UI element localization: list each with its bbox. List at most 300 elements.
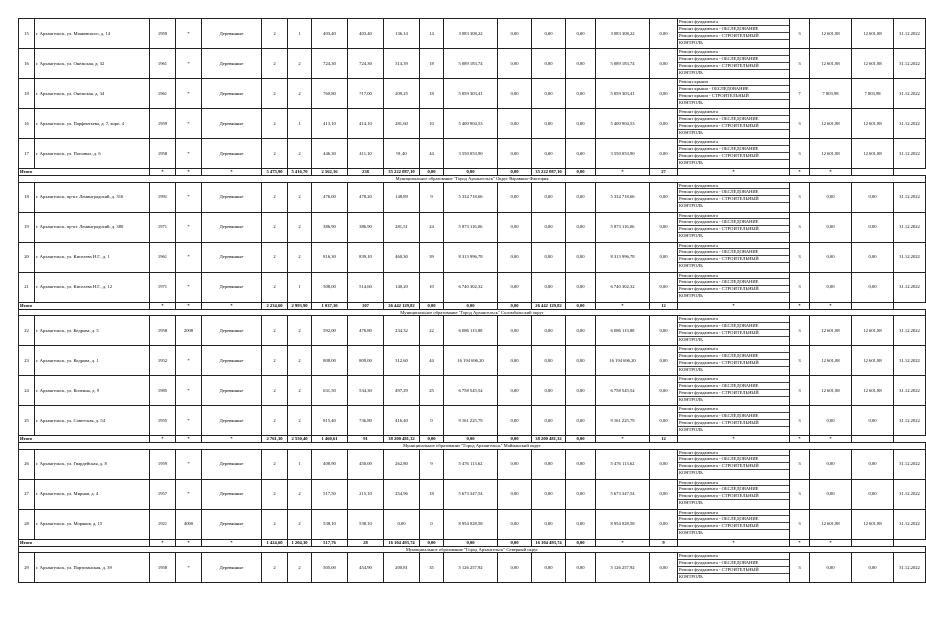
cell-addr: г. Архангельск, ул. Парфентьева, д. 7, корп. 4 bbox=[35, 109, 150, 139]
cell-num: 16 bbox=[19, 109, 35, 139]
cell-entrances: 2 bbox=[288, 49, 312, 79]
funding-line: КОНТРОЛЬ bbox=[679, 69, 703, 75]
cell-area3: 140,20 bbox=[384, 272, 420, 302]
cell-c5: 0,00 bbox=[650, 79, 678, 109]
cell-entrances: 2 bbox=[288, 376, 312, 406]
table-row bbox=[19, 272, 926, 302]
cell-funding bbox=[678, 19, 790, 49]
funding-line: Ремонт фундамента - ОБСЛЕДОВАНИЕ bbox=[678, 383, 789, 390]
funding-line: Ремонт фундамента - ОБСЛЕДОВАНИЕ bbox=[678, 279, 789, 286]
cell-v1: 0,00 bbox=[810, 212, 852, 242]
total-cell: 2 993,90 bbox=[288, 302, 312, 309]
cell-c4: 5 126 257,92 bbox=[596, 553, 650, 583]
total-cell: 2 761,30 bbox=[262, 436, 288, 443]
table-row bbox=[19, 139, 926, 169]
total-cell: 0,00 bbox=[420, 436, 444, 443]
cell-v2: 7 803,98 bbox=[852, 79, 894, 109]
total-cell: 0,00 bbox=[444, 436, 498, 443]
funding-line: Ремонт фундамента - СТРОИТЕЛЬНЫЙ bbox=[678, 493, 789, 500]
funding-line: КОНТРОЛЬ bbox=[679, 366, 703, 372]
cell-c1: 0,00 bbox=[498, 79, 532, 109]
cell-c4: 5 089 183,74 bbox=[596, 49, 650, 79]
total-cell: * bbox=[810, 302, 852, 309]
cell-material: Деревянные bbox=[202, 139, 262, 169]
cell-c1: 0,00 bbox=[498, 479, 532, 509]
cell-year2: * bbox=[176, 449, 202, 479]
cell-addr: г. Архангельск, пр-кт. Ленинградский, д. 380 bbox=[35, 212, 150, 242]
cell-year2: * bbox=[176, 79, 202, 109]
total-cell: * bbox=[202, 302, 262, 309]
cell-c3: 0,00 bbox=[566, 346, 596, 376]
funding-line: КОНТРОЛЬ bbox=[679, 426, 703, 432]
funding-line: Ремонт фундамента - ОБСЛЕДОВАНИЕ bbox=[678, 456, 789, 463]
cell-n: 3 bbox=[790, 316, 810, 346]
cell-c1: 0,00 bbox=[498, 406, 532, 436]
cell-floors: 2 bbox=[262, 272, 288, 302]
funding-line: Ремонт фундамента - ОБСЛЕДОВАНИЕ bbox=[678, 249, 789, 256]
cell-residents: 44 bbox=[420, 346, 444, 376]
cell-entrances: 2 bbox=[288, 242, 312, 272]
total-cell: * bbox=[202, 539, 262, 546]
total-cell: * bbox=[596, 539, 650, 546]
total-cell: 1 460,61 bbox=[312, 436, 348, 443]
table-row bbox=[19, 182, 926, 212]
cell-v2: 12 601,88 bbox=[852, 19, 894, 49]
cell-material: Деревянные bbox=[202, 449, 262, 479]
cell-entrances: 2 bbox=[288, 212, 312, 242]
cell-year2: * bbox=[176, 49, 202, 79]
total-cell: 517,76 bbox=[312, 539, 348, 546]
funding-line: КОНТРОЛЬ bbox=[679, 159, 703, 165]
cell-year1: 1957 bbox=[150, 479, 176, 509]
cell-funding bbox=[678, 242, 790, 272]
total-row bbox=[19, 169, 926, 176]
cell-c4: 8 954 028,58 bbox=[596, 509, 650, 539]
cell-material: Деревянные bbox=[202, 479, 262, 509]
cell-c4: 16 194 696,20 bbox=[596, 346, 650, 376]
cell-area2: 717,00 bbox=[348, 79, 384, 109]
total-cell: 26 442 129,82 bbox=[384, 302, 420, 309]
cell-c5: 0,00 bbox=[650, 346, 678, 376]
cell-date: 31.12.2022 bbox=[894, 212, 926, 242]
cell-c2: 0,00 bbox=[532, 182, 566, 212]
total-cell: 38 200 481,32 bbox=[532, 436, 566, 443]
total-cell bbox=[852, 539, 894, 546]
cell-year1: 1991 bbox=[150, 182, 176, 212]
funding-line: Ремонт крыши - СТРОИТЕЛЬНЫЙ bbox=[678, 93, 789, 100]
cell-area2: 534,30 bbox=[348, 376, 384, 406]
funding-line: Ремонт фундамента - ОБСЛЕДОВАНИЕ bbox=[678, 116, 789, 123]
cell-c5: 0,00 bbox=[650, 509, 678, 539]
cell-num: 19 bbox=[19, 212, 35, 242]
cell-funding bbox=[678, 212, 790, 242]
cell-n: 7 bbox=[790, 79, 810, 109]
funding-line: Ремонт фундамента - ОБСЛЕДОВАНИЕ bbox=[678, 219, 789, 226]
cell-c2: 0,00 bbox=[532, 139, 566, 169]
cell-v1: 7 803,98 bbox=[810, 79, 852, 109]
cell-date: 31.12.2022 bbox=[894, 406, 926, 436]
cell-funding bbox=[678, 406, 790, 436]
total-row bbox=[19, 539, 926, 546]
table-row bbox=[19, 479, 926, 509]
cell-residents: 0 bbox=[420, 509, 444, 539]
total-cell: 0,00 bbox=[566, 302, 596, 309]
table-row bbox=[19, 212, 926, 242]
cell-cost: 6 086 113,88 bbox=[444, 316, 498, 346]
cell-area2: 386,90 bbox=[348, 212, 384, 242]
cell-year1: 1959 bbox=[150, 449, 176, 479]
cell-entrances: 2 bbox=[288, 139, 312, 169]
total-cell: 0,00 bbox=[444, 302, 498, 309]
cell-n: 3 bbox=[790, 376, 810, 406]
cell-entrances: 2 bbox=[288, 79, 312, 109]
cell-entrances: 2 bbox=[288, 479, 312, 509]
cell-c2: 0,00 bbox=[532, 509, 566, 539]
table-row bbox=[19, 346, 926, 376]
cell-cost: 8 954 028,58 bbox=[444, 509, 498, 539]
total-cell: * bbox=[790, 436, 810, 443]
funding-line: Ремонт фундамента bbox=[678, 406, 789, 413]
cell-v2: 12 601,88 bbox=[852, 376, 894, 406]
funding-line: Ремонт фундамента - СТРОИТЕЛЬНЫЙ bbox=[678, 390, 789, 397]
cell-funding bbox=[678, 479, 790, 509]
cell-entrances: 2 bbox=[288, 406, 312, 436]
cell-area3: 148,89 bbox=[384, 182, 420, 212]
cell-funding bbox=[678, 182, 790, 212]
cell-cost: 5 476 113,62 bbox=[444, 449, 498, 479]
section-title: Муниципальное образование "Город Архангельск" Соломбальский округ bbox=[19, 309, 926, 316]
cell-funding bbox=[678, 272, 790, 302]
cell-n: 3 bbox=[790, 553, 810, 583]
funding-line: Ремонт фундамента - СТРОИТЕЛЬНЫЙ bbox=[678, 196, 789, 203]
cell-c2: 0,00 bbox=[532, 109, 566, 139]
cell-n: 3 bbox=[790, 109, 810, 139]
cell-c5: 0,00 bbox=[650, 139, 678, 169]
cell-num: 16 bbox=[19, 49, 35, 79]
cell-addr: г. Архангельск, ул. Моряков, д. 15 bbox=[35, 509, 150, 539]
total-cell: * bbox=[678, 302, 790, 309]
cell-num: 28 bbox=[19, 509, 35, 539]
cell-area2: 736,80 bbox=[348, 406, 384, 436]
total-cell: 12 bbox=[650, 302, 678, 309]
total-cell: 91 bbox=[348, 436, 384, 443]
cell-v1: 0,00 bbox=[810, 406, 852, 436]
cell-num: 23 bbox=[19, 346, 35, 376]
funding-line: Ремонт фундамента bbox=[678, 49, 789, 56]
cell-entrances: 1 bbox=[288, 272, 312, 302]
cell-c5: 0,00 bbox=[650, 109, 678, 139]
cell-area2: 403,40 bbox=[348, 19, 384, 49]
cell-residents: 18 bbox=[420, 479, 444, 509]
cell-c5: 0,00 bbox=[650, 376, 678, 406]
cell-n: 3 bbox=[790, 406, 810, 436]
funding-line: Ремонт фундамента - ОБСЛЕДОВАНИЕ bbox=[678, 189, 789, 196]
cell-year1: 1958 bbox=[150, 139, 176, 169]
total-cell: * bbox=[678, 539, 790, 546]
cell-year2: * bbox=[176, 109, 202, 139]
cell-area2: 809,00 bbox=[348, 346, 384, 376]
funding-line: Ремонт фундамента - ОБСЛЕДОВАНИЕ bbox=[678, 323, 789, 330]
cell-c4: 6 740 302,32 bbox=[596, 272, 650, 302]
cell-addr: г. Архангельск, ул. Маяковского, д. 14 bbox=[35, 19, 150, 49]
cell-n: 3 bbox=[790, 272, 810, 302]
cell-c1: 0,00 bbox=[498, 316, 532, 346]
cell-v2: 12 601,88 bbox=[852, 316, 894, 346]
cell-c2: 0,00 bbox=[532, 346, 566, 376]
cell-c5: 0,00 bbox=[650, 449, 678, 479]
cell-num: 17 bbox=[19, 139, 35, 169]
cell-area1: 408,90 bbox=[312, 449, 348, 479]
cell-c3: 0,00 bbox=[566, 406, 596, 436]
cell-addr: г. Архангельск, ул. Гвардейская, д. 8 bbox=[35, 449, 150, 479]
cell-c4: 5 673 347,54 bbox=[596, 479, 650, 509]
funding-line: КОНТРОЛЬ bbox=[679, 39, 703, 45]
funding-line: Ремонт фундамента - ОБСЛЕДОВАНИЕ bbox=[678, 26, 789, 33]
cell-cost: 5 126 257,92 bbox=[444, 553, 498, 583]
cell-area2: 454,90 bbox=[348, 553, 384, 583]
funding-line: Ремонт фундамента - СТРОИТЕЛЬНЫЙ bbox=[678, 420, 789, 427]
funding-line: Ремонт фундамента bbox=[678, 273, 789, 280]
cell-area2: 478,20 bbox=[348, 182, 384, 212]
cell-floors: 2 bbox=[262, 19, 288, 49]
funding-line: Ремонт фундамента - СТРОИТЕЛЬНЫЙ bbox=[678, 463, 789, 470]
cell-cost: 9 161 225,79 bbox=[444, 406, 498, 436]
cell-c2: 0,00 bbox=[532, 212, 566, 242]
cell-residents: 35 bbox=[420, 553, 444, 583]
total-cell: 0,00 bbox=[420, 302, 444, 309]
cell-residents: 14 bbox=[420, 19, 444, 49]
cell-funding bbox=[678, 79, 790, 109]
total-cell: 238 bbox=[348, 169, 384, 176]
cell-c4: 9 161 225,79 bbox=[596, 406, 650, 436]
cell-cost: 5 400 904,53 bbox=[444, 109, 498, 139]
cell-year1: 1961 bbox=[150, 49, 176, 79]
cell-cost: 5 873 116,06 bbox=[444, 212, 498, 242]
cell-area3: 136,14 bbox=[384, 19, 420, 49]
cell-c1: 0,00 bbox=[498, 49, 532, 79]
cell-v1: 12 601,88 bbox=[810, 139, 852, 169]
cell-c5: 0,00 bbox=[650, 553, 678, 583]
total-cell: 27 bbox=[650, 169, 678, 176]
cell-v2: 0,00 bbox=[852, 242, 894, 272]
cell-c1: 0,00 bbox=[498, 449, 532, 479]
cell-c2: 0,00 bbox=[532, 49, 566, 79]
cell-material: Деревянные bbox=[202, 272, 262, 302]
cell-area2: 411,10 bbox=[348, 139, 384, 169]
cell-c4: 5 400 904,53 bbox=[596, 109, 650, 139]
cell-c1: 0,00 bbox=[498, 553, 532, 583]
total-cell: * bbox=[790, 169, 810, 176]
cell-addr: г. Архангельск, пр-кт. Ленинградский, д. 316 bbox=[35, 182, 150, 212]
total-cell: * bbox=[202, 169, 262, 176]
cell-c3: 0,00 bbox=[566, 19, 596, 49]
cell-c1: 0,00 bbox=[498, 376, 532, 406]
total-cell: 0,00 bbox=[444, 539, 498, 546]
cell-num: 20 bbox=[19, 242, 35, 272]
cell-cost: 3 550 053,90 bbox=[444, 139, 498, 169]
cell-residents: 44 bbox=[420, 139, 444, 169]
cell-addr: г. Архангельск, ул. Киселева Н.Г., д. 1 bbox=[35, 242, 150, 272]
total-cell: 0,00 bbox=[444, 169, 498, 176]
cell-entrances: 2 bbox=[288, 316, 312, 346]
cell-residents: 10 bbox=[420, 109, 444, 139]
cell-c3: 0,00 bbox=[566, 79, 596, 109]
cell-c4: 5 334 718,66 bbox=[596, 182, 650, 212]
total-cell: 35 222 087,10 bbox=[532, 169, 566, 176]
funding-line: КОНТРОЛЬ bbox=[679, 573, 703, 579]
funding-line: Ремонт фундамента - СТРОИТЕЛЬНЫЙ bbox=[678, 523, 789, 530]
cell-residents: 9 bbox=[420, 449, 444, 479]
cell-v2: 0,00 bbox=[852, 182, 894, 212]
cell-residents: 9 bbox=[420, 182, 444, 212]
cell-area1: 538,10 bbox=[312, 509, 348, 539]
table-row bbox=[19, 109, 926, 139]
cell-c2: 0,00 bbox=[532, 376, 566, 406]
cell-c2: 0,00 bbox=[532, 553, 566, 583]
cell-c1: 0,00 bbox=[498, 212, 532, 242]
funding-line: КОНТРОЛЬ bbox=[679, 263, 703, 269]
funding-line: КОНТРОЛЬ bbox=[679, 293, 703, 299]
cell-c5: 0,00 bbox=[650, 182, 678, 212]
cell-entrances: 1 bbox=[288, 109, 312, 139]
cell-funding bbox=[678, 553, 790, 583]
cell-c5: 0,00 bbox=[650, 49, 678, 79]
cell-cost: 5 089 183,74 bbox=[444, 49, 498, 79]
funding-line: КОНТРОЛЬ bbox=[679, 500, 703, 506]
cell-year2: * bbox=[176, 182, 202, 212]
cell-area1: 446,30 bbox=[312, 139, 348, 169]
funding-line: Ремонт крыши bbox=[678, 79, 789, 86]
cell-year2: * bbox=[176, 272, 202, 302]
total-cell: 16 104 493,74 bbox=[384, 539, 420, 546]
cell-material: Деревянные bbox=[202, 79, 262, 109]
cell-funding bbox=[678, 49, 790, 79]
cell-addr: г. Архангельск, ул. Партизанская, д. 39 bbox=[35, 553, 150, 583]
cell-n: 3 bbox=[790, 449, 810, 479]
cell-n: 3 bbox=[790, 212, 810, 242]
cell-date: 31.12.2022 bbox=[894, 509, 926, 539]
cell-n: 3 bbox=[790, 479, 810, 509]
table-row bbox=[19, 553, 926, 583]
cell-area3: 254,96 bbox=[384, 479, 420, 509]
cell-year2: * bbox=[176, 406, 202, 436]
cell-v1: 12 601,88 bbox=[810, 109, 852, 139]
funding-line: Ремонт фундамента - ОБСЛЕДОВАНИЕ bbox=[678, 560, 789, 567]
cell-c2: 0,00 bbox=[532, 272, 566, 302]
cell-area2: 839,10 bbox=[348, 242, 384, 272]
cell-material: Деревянные bbox=[202, 406, 262, 436]
funding-line: Ремонт фундамента bbox=[678, 183, 789, 190]
cell-year2: 2008 bbox=[176, 316, 202, 346]
cell-c1: 0,00 bbox=[498, 19, 532, 49]
total-cell: * bbox=[810, 539, 852, 546]
cell-area1: 386,90 bbox=[312, 212, 348, 242]
cell-c3: 0,00 bbox=[566, 376, 596, 406]
cell-c1: 0,00 bbox=[498, 242, 532, 272]
cell-area3: 460,30 bbox=[384, 242, 420, 272]
cell-date: 31.12.2022 bbox=[894, 242, 926, 272]
total-cell: * bbox=[150, 539, 176, 546]
cell-v2: 12 601,88 bbox=[852, 109, 894, 139]
cell-v1: 12 601,88 bbox=[810, 49, 852, 79]
total-cell: * bbox=[596, 302, 650, 309]
funding-line: Ремонт фундамента - СТРОИТЕЛЬНЫЙ bbox=[678, 63, 789, 70]
cell-c3: 0,00 bbox=[566, 553, 596, 583]
total-cell: 35 222 087,10 bbox=[384, 169, 420, 176]
table-row bbox=[19, 316, 926, 346]
total-cell bbox=[852, 302, 894, 309]
cell-material: Деревянные bbox=[202, 346, 262, 376]
cell-c1: 0,00 bbox=[498, 509, 532, 539]
funding-line: Ремонт фундамента bbox=[678, 243, 789, 250]
total-cell: 1 424,60 bbox=[262, 539, 288, 546]
cell-funding bbox=[678, 139, 790, 169]
funding-line: Ремонт фундамента - СТРОИТЕЛЬНЫЙ bbox=[678, 286, 789, 293]
cell-v1: 0,00 bbox=[810, 182, 852, 212]
cell-n: 3 bbox=[790, 19, 810, 49]
funding-line: Ремонт фундамента bbox=[678, 316, 789, 323]
total-cell: 0,00 bbox=[566, 436, 596, 443]
total-cell: 2 550,40 bbox=[288, 436, 312, 443]
funding-line: Ремонт фундамента bbox=[678, 450, 789, 457]
cell-year2: * bbox=[176, 346, 202, 376]
total-cell: 0,00 bbox=[498, 302, 532, 309]
cell-area1: 724,30 bbox=[312, 49, 348, 79]
funding-line: Ремонт фундамента - СТРОИТЕЛЬНЫЙ bbox=[678, 330, 789, 337]
cell-addr: г. Архангельск, ул. Поповых, д. 6 bbox=[35, 139, 150, 169]
cell-c2: 0,00 bbox=[532, 479, 566, 509]
cell-num: 22 bbox=[19, 316, 35, 346]
total-cell: 28 bbox=[348, 539, 384, 546]
funding-line: Ремонт фундамента bbox=[678, 109, 789, 116]
cell-residents: 18 bbox=[420, 79, 444, 109]
cell-c2: 0,00 bbox=[532, 406, 566, 436]
cell-v1: 0,00 bbox=[810, 242, 852, 272]
total-cell bbox=[852, 436, 894, 443]
cell-v2: 0,00 bbox=[852, 272, 894, 302]
total-cell: * bbox=[678, 169, 790, 176]
cell-year1: 1955 bbox=[150, 406, 176, 436]
cell-area1: 505,00 bbox=[312, 553, 348, 583]
cell-residents: 24 bbox=[420, 212, 444, 242]
funding-line: КОНТРОЛЬ bbox=[679, 233, 703, 239]
cell-cost: 5 334 718,66 bbox=[444, 182, 498, 212]
cell-c3: 0,00 bbox=[566, 479, 596, 509]
total-cell: * bbox=[596, 436, 650, 443]
cell-c3: 0,00 bbox=[566, 449, 596, 479]
cell-year1: 1952 bbox=[150, 346, 176, 376]
cell-c3: 0,00 bbox=[566, 139, 596, 169]
cell-c4: 5 059 303,41 bbox=[596, 79, 650, 109]
cell-date: 31.12.2022 bbox=[894, 479, 926, 509]
cell-c1: 0,00 bbox=[498, 139, 532, 169]
funding-line: Ремонт фундамента bbox=[678, 139, 789, 146]
cell-area3: 234,32 bbox=[384, 316, 420, 346]
cell-c2: 0,00 bbox=[532, 449, 566, 479]
cell-date: 31.12.2022 bbox=[894, 449, 926, 479]
cell-floors: 2 bbox=[262, 212, 288, 242]
cell-n: 3 bbox=[790, 242, 810, 272]
cell-num: 18 bbox=[19, 79, 35, 109]
total-cell: * bbox=[176, 169, 202, 176]
total-cell: * bbox=[176, 539, 202, 546]
total-row bbox=[19, 436, 926, 443]
funding-line: КОНТРОЛЬ bbox=[679, 129, 703, 135]
total-cell: 0,00 bbox=[420, 539, 444, 546]
cell-floors: 2 bbox=[262, 316, 288, 346]
cell-funding bbox=[678, 509, 790, 539]
cell-v1: 12 601,88 bbox=[810, 316, 852, 346]
